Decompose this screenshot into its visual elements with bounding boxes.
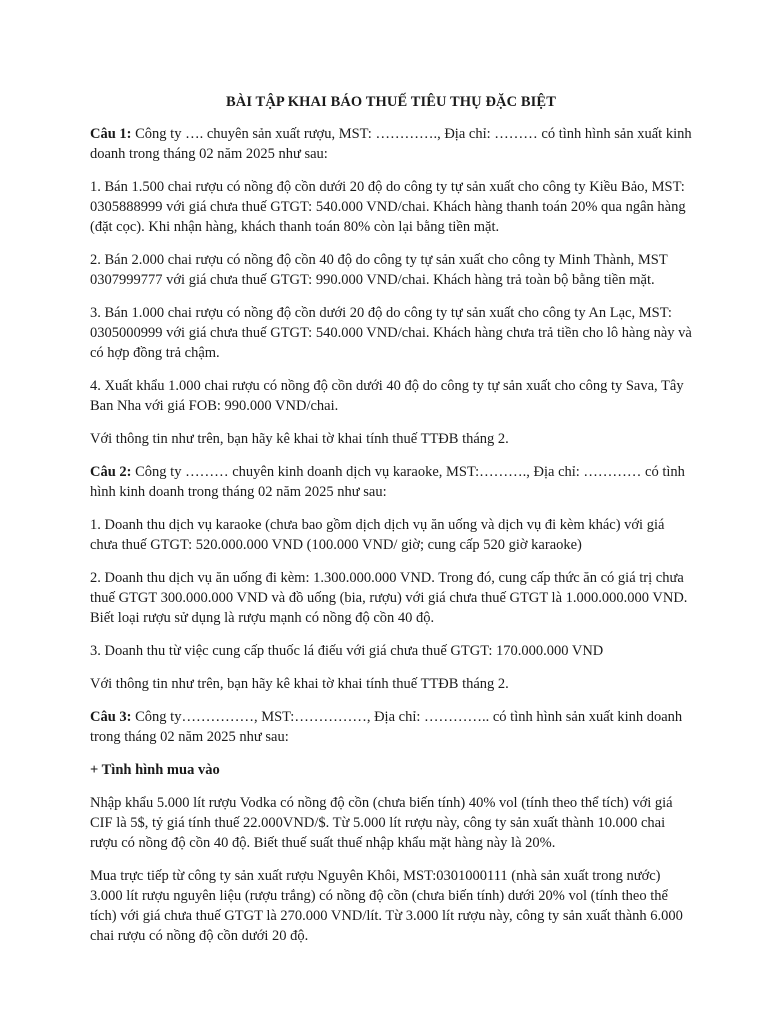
q2-intro <box>90 462 692 502</box>
q3-paragraph-1: Nhập khẩu 5.000 lít rượu Vodka có nồng độ cồn (chưa biến tính) 40% vol (tính theo thể tích) với giá CIF là 5$, tỷ giá tính thuế 22.000VND/$. Từ 5.000 lít rượu này, công ty sản xuất thành 10.000 chai rượu có nồng độ cồn 40 độ. Biết thuế suất thuế nhập khẩu mặt hàng này là 20%. <box>90 795 673 851</box>
q2-item-2: 2. Doanh thu dịch vụ ăn uống đi kèm: 1.300.000.000 VND. Trong đó, cung cấp thức ăn có giá trị chưa thuế GTGT 300.000.000 VND và đồ uống (bia, rượu) với giá chưa thuế GTGT là 1.000.000.000 VND. Biết loại rượu sử dụng là rượu mạnh có nồng độ cồn 40 độ. <box>90 570 688 626</box>
q1-item-2: 2. Bán 2.000 chai rượu có nồng độ cồn 40 độ do công ty tự sản xuất cho công ty Minh Thành, MST 0307999777 với giá chưa thuế GTGT: 990.000 VND/chai. Khách hàng trả toàn bộ bằng tiền mặt. <box>90 252 668 288</box>
q3-subheading: + Tình hình mua vào <box>90 762 220 778</box>
q1-item-4: 4. Xuất khẩu 1.000 chai rượu có nồng độ cồn dưới 40 độ do công ty tự sản xuất cho công ty Sava, Tây Ban Nha với giá FOB: 990.000 VND/chai. <box>90 378 684 414</box>
q1-label: Câu 1: <box>90 126 132 142</box>
q1-intro <box>90 124 692 164</box>
q1-intro-text: Công ty …. chuyên sản xuất rượu, MST: …………., Địa chỉ: ……… có tình hình sản xuất kinh doanh trong tháng 02 năm 2025 như sau: <box>90 126 692 162</box>
document-title: BÀI TẬP KHAI BÁO THUẾ TIÊU THỤ ĐẶC BIỆT <box>226 94 556 110</box>
q2-label: Câu 2: <box>90 464 132 480</box>
q2-intro-text: Công ty ……… chuyên kinh doanh dịch vụ karaoke, MST:………., Địa chỉ: ………… có tình hình kinh doanh trong tháng 02 năm 2025 như sau: <box>90 464 685 500</box>
q3-paragraph-2: Mua trực tiếp từ công ty sản xuất rượu Nguyên Khôi, MST:0301000111 (nhà sản xuất trong nước) 3.000 lít rượu nguyên liệu (rượu trắng) có nồng độ cồn (chưa biến tính) dưới 20% vol (tính theo thể tích) với giá chưa thuế GTGT là 270.000 VND/lít. Từ 3.000 lít rượu này, công ty sản xuất thành 6.000 chai rượu có nồng độ cồn dưới 20 độ. <box>90 868 683 944</box>
q2-item-1: 1. Doanh thu dịch vụ karaoke (chưa bao gồm dịch dịch vụ ăn uống và dịch vụ đi kèm khác) với giá chưa thuế GTGT: 520.000.000 VND (100.000 VND/ giờ; cung cấp 520 giờ karaoke) <box>90 517 665 553</box>
q2-closing: Với thông tin như trên, bạn hãy kê khai tờ khai tính thuế TTĐB tháng 2. <box>90 676 509 692</box>
q3-intro <box>90 707 692 747</box>
q3-label: Câu 3: <box>90 709 132 725</box>
q1-closing: Với thông tin như trên, bạn hãy kê khai tờ khai tính thuế TTĐB tháng 2. <box>90 431 509 447</box>
q1-item-1: 1. Bán 1.500 chai rượu có nồng độ cồn dưới 20 độ do công ty tự sản xuất cho công ty Kiều Bảo, MST: 0305888999 với giá chưa thuế GTGT: 540.000 VND/chai. Khách hàng thanh toán 20% qua ngân hàng (đặt cọc). Khi nhận hàng, khách thanh toán 80% còn lại bằng tiền mặt. <box>90 179 686 235</box>
q1-item-3: 3. Bán 1.000 chai rượu có nồng độ cồn dưới 20 độ do công ty tự sản xuất cho công ty An Lạc, MST: 0305000999 với giá chưa thuế GTGT: 540.000 VND/chai. Khách hàng chưa trả tiền cho lô hàng này và có hợp đồng trả chậm. <box>90 305 692 361</box>
q3-intro-text: Công ty……………, MST:……………, Địa chỉ: ………….. có tình hình sản xuất kinh doanh trong tháng 02 năm 2025 như sau: <box>90 709 683 745</box>
q2-item-3: 3. Doanh thu từ việc cung cấp thuốc lá điếu với giá chưa thuế GTGT: 170.000.000 VND <box>90 643 604 659</box>
